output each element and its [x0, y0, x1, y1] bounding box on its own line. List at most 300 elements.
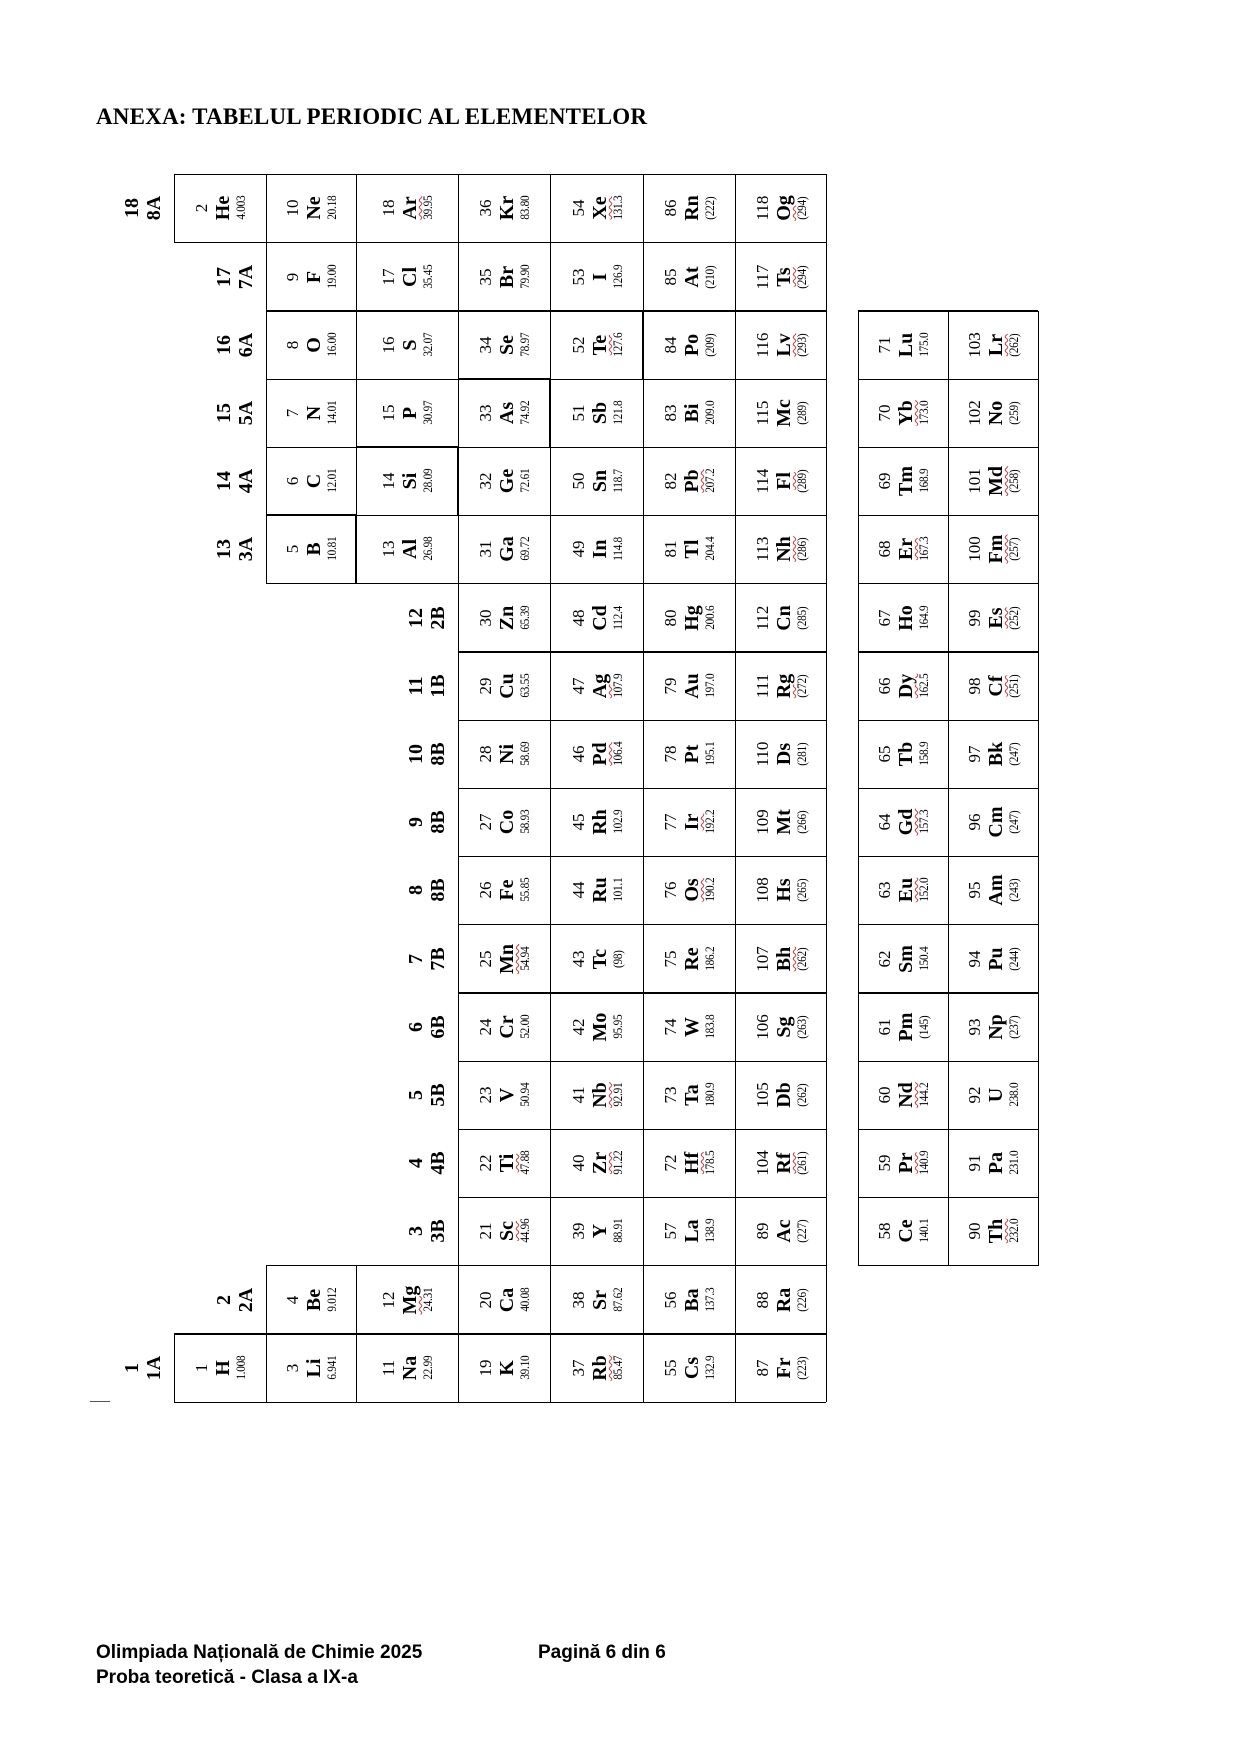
atomic-number: 106 [752, 1014, 772, 1040]
element-cell [858, 993, 948, 1061]
element-symbol: Pa [984, 1152, 1007, 1175]
grid-line [948, 1197, 1038, 1198]
element-content [647, 929, 731, 989]
element-cell [643, 1129, 735, 1197]
element-content [861, 1133, 945, 1193]
grid-line [550, 856, 643, 857]
grid-line [948, 310, 1038, 311]
group-number: 5 [405, 1090, 427, 1101]
atomic-number: 19 [475, 1359, 495, 1377]
grid-line [356, 243, 357, 311]
grid-line [458, 1265, 550, 1266]
atomic-number: 49 [568, 540, 588, 558]
grid-line [858, 379, 859, 447]
element-cell [266, 1266, 356, 1334]
element-content [739, 1133, 823, 1193]
grid-line [458, 311, 459, 379]
group-label [397, 656, 457, 716]
atomic-mass: 150.4 [916, 946, 931, 971]
element-content [555, 451, 639, 511]
element-cell [948, 311, 1038, 379]
element-symbol: S [398, 339, 421, 351]
element-cell [458, 1061, 550, 1129]
atomic-mass: 12.01 [324, 469, 339, 494]
element-symbol: Te [588, 334, 611, 356]
atomic-mass: (258) [1006, 469, 1021, 493]
grid-line [735, 1129, 736, 1197]
element-symbol: Na [398, 1355, 421, 1381]
element-cell [735, 515, 826, 583]
element-cell [266, 447, 356, 515]
grid-line [550, 992, 643, 993]
grid-line [858, 1129, 859, 1197]
grid-line [266, 311, 267, 379]
atomic-mass: (265) [794, 878, 809, 903]
grid-line [735, 720, 736, 788]
grid-line [266, 1265, 356, 1266]
element-symbol: Al [398, 539, 421, 560]
element-symbol: I [588, 272, 611, 281]
atomic-number: 105 [752, 1082, 772, 1108]
atomic-mass: (210) [702, 265, 717, 289]
element-symbol: Sn [588, 470, 611, 493]
grid-line [826, 788, 827, 856]
element-content [951, 1133, 1035, 1193]
grid-line [858, 856, 859, 924]
atomic-number: 72 [660, 1154, 680, 1172]
grid-line [266, 174, 267, 242]
element-cell [643, 311, 735, 379]
element-cell [458, 379, 550, 447]
element-symbol: No [984, 400, 1007, 426]
grid-line [458, 583, 550, 584]
grid-line [948, 856, 949, 924]
element-cell [735, 584, 826, 652]
grid-line [458, 242, 550, 243]
element-cell [458, 1197, 550, 1265]
atomic-number: 5 [282, 545, 302, 554]
grid-line [1038, 993, 1039, 1061]
atomic-mass: 238.0 [1006, 1083, 1021, 1108]
atomic-mass: (261) [794, 1151, 809, 1175]
element-content [365, 247, 449, 307]
atomic-number: 42 [568, 1018, 588, 1036]
atomic-mass: 164.9 [916, 605, 931, 630]
element-content [951, 519, 1035, 579]
element-cell [735, 243, 826, 311]
grid-line [735, 1061, 826, 1062]
atomic-number: 43 [568, 950, 588, 968]
element-content [647, 1201, 731, 1261]
atomic-mass: 107.9 [610, 673, 625, 698]
atomic-number: 7 [282, 408, 302, 418]
grid-line [735, 1129, 826, 1130]
group-header [206, 243, 264, 311]
grid-line [858, 1129, 948, 1130]
margin-tick [90, 1401, 110, 1402]
element-symbol: Mn [495, 943, 518, 974]
element-content [861, 383, 945, 443]
staircase-line [458, 378, 550, 380]
grid-line [948, 652, 949, 720]
atomic-mass: 173.0 [916, 401, 931, 426]
grid-line [1038, 1061, 1039, 1129]
element-symbol: Fr [772, 1357, 795, 1379]
atomic-number: 103 [964, 332, 984, 358]
atomic-mass: 52.00 [517, 1014, 532, 1039]
atomic-mass: 72.61 [517, 469, 532, 494]
atomic-mass: (247) [1006, 810, 1021, 834]
group-letter: 4A [235, 469, 257, 494]
atomic-number: 70 [874, 404, 894, 422]
element-cell [550, 1266, 643, 1334]
atomic-mass: 180.9 [702, 1083, 717, 1108]
grid-line [826, 1197, 827, 1265]
element-cell [356, 515, 458, 583]
atomic-number: 16 [378, 336, 398, 354]
element-content [739, 1338, 823, 1398]
atomic-mass: (259) [1006, 401, 1021, 425]
element-content [269, 451, 353, 511]
atomic-mass: (222) [702, 196, 717, 221]
group-letter: 2A [235, 1287, 257, 1312]
atomic-number: 30 [475, 609, 495, 627]
atomic-number: 93 [964, 1018, 984, 1036]
grid-line [948, 311, 949, 379]
grid-line [735, 1265, 826, 1266]
atomic-mass: 63.55 [517, 673, 532, 698]
grid-line [174, 174, 266, 175]
atomic-number: 59 [874, 1154, 894, 1172]
element-symbol: Sr [588, 1289, 611, 1310]
group-label [397, 997, 457, 1057]
element-symbol: Sc [495, 1221, 518, 1242]
atomic-number: 99 [964, 609, 984, 627]
grid-line [643, 242, 735, 243]
atomic-mass: 190.2 [702, 878, 717, 903]
element-cell [550, 379, 643, 447]
atomic-number: 63 [874, 881, 894, 899]
element-cell [458, 788, 550, 856]
element-cell [643, 379, 735, 447]
element-content [739, 588, 823, 648]
atomic-number: 15 [378, 404, 398, 422]
atomic-mass: 54.94 [517, 946, 532, 971]
atomic-number: 11 [378, 1359, 398, 1377]
atomic-number: 54 [568, 199, 588, 217]
element-content [951, 1065, 1035, 1125]
atomic-number: 69 [874, 472, 894, 490]
group-number: 16 [213, 334, 235, 355]
atomic-mass: (289) [794, 469, 809, 493]
element-content [647, 724, 731, 784]
element-symbol: Er [894, 538, 917, 561]
grid-line [550, 925, 551, 993]
element-symbol: Ba [680, 1288, 703, 1312]
grid-line [550, 515, 643, 516]
atomic-number: 25 [475, 950, 495, 968]
element-content [861, 724, 945, 784]
element-cell [356, 1334, 458, 1402]
grid-line [826, 925, 827, 993]
grid-line [735, 174, 736, 242]
grid-line [550, 1061, 643, 1062]
grid-line [735, 788, 826, 789]
element-symbol: Nb [588, 1082, 611, 1108]
grid-line [643, 174, 644, 242]
atomic-mass: 106.4 [610, 742, 625, 767]
element-cell [550, 515, 643, 583]
atomic-mass: 175.0 [916, 332, 931, 357]
element-symbol: Dy [894, 673, 917, 699]
atomic-mass: (266) [794, 810, 809, 834]
grid-line [550, 174, 551, 242]
atomic-mass: 200.6 [702, 605, 717, 630]
element-content [951, 1201, 1035, 1261]
grid-line [643, 1265, 735, 1266]
element-cell [858, 652, 948, 720]
grid-line [356, 1402, 458, 1403]
element-symbol: Br [495, 265, 518, 288]
element-cell [643, 1334, 735, 1402]
grid-line [458, 1334, 459, 1402]
element-symbol: In [588, 540, 611, 559]
atomic-mass: 127.6 [610, 332, 625, 357]
group-number: 4 [405, 1158, 427, 1169]
element-symbol: Ra [772, 1287, 795, 1312]
grid-line [858, 788, 948, 789]
grid-line [643, 1061, 644, 1129]
grid-line [858, 788, 859, 856]
element-symbol: Xe [588, 196, 611, 221]
element-cell [458, 993, 550, 1061]
atomic-number: 4 [282, 1295, 302, 1304]
grid-line [458, 652, 459, 720]
atomic-number: 28 [475, 745, 495, 763]
grid-line [458, 1266, 459, 1334]
grid-line [356, 447, 357, 515]
element-symbol: Y [588, 1224, 611, 1239]
grid-line [948, 925, 949, 993]
atomic-number: 29 [475, 677, 495, 695]
element-cell [643, 993, 735, 1061]
atomic-mass: (226) [794, 1288, 809, 1312]
element-cell [266, 174, 356, 242]
grid-line [266, 1334, 267, 1402]
atomic-number: 9 [282, 272, 302, 281]
grid-line [550, 1197, 551, 1265]
grid-line [643, 992, 735, 993]
atomic-number: 22 [475, 1154, 495, 1172]
element-symbol: Ti [495, 1154, 518, 1173]
group-header [206, 379, 264, 447]
group-header [206, 447, 264, 515]
group-letter: 8B [427, 810, 449, 834]
atomic-mass: (285) [794, 606, 809, 630]
element-content [739, 178, 823, 238]
atomic-mass: 10.81 [324, 537, 339, 562]
grid-line [266, 447, 356, 448]
grid-line [858, 515, 859, 583]
atomic-number: 48 [568, 609, 588, 627]
element-cell [174, 1334, 266, 1402]
grid-line [735, 720, 826, 721]
atomic-mass: 92.91 [610, 1083, 625, 1108]
grid-line [858, 447, 948, 448]
atomic-number: 56 [660, 1291, 680, 1309]
element-symbol: Bi [680, 403, 703, 423]
atomic-number: 27 [475, 813, 495, 831]
grid-line [826, 993, 827, 1061]
element-content [861, 860, 945, 920]
atomic-mass: (294) [794, 196, 809, 221]
atomic-mass: (243) [1006, 878, 1021, 903]
grid-line [735, 925, 736, 993]
atomic-number: 101 [964, 468, 984, 495]
atomic-mass: 78.97 [517, 332, 532, 357]
element-content [462, 1201, 546, 1261]
element-content [861, 588, 945, 648]
grid-line [458, 584, 459, 652]
grid-line [948, 1129, 1038, 1130]
atomic-number: 114 [752, 468, 772, 494]
element-symbol: Re [680, 947, 703, 971]
element-cell [458, 1129, 550, 1197]
grid-line [858, 720, 948, 721]
grid-line [948, 379, 949, 447]
element-symbol: Cs [680, 1356, 703, 1380]
atomic-mass: (289) [794, 401, 809, 425]
atomic-number: 61 [874, 1018, 894, 1036]
element-symbol: Ar [398, 196, 421, 221]
grid-line [735, 651, 826, 652]
element-content [739, 724, 823, 784]
grid-line [826, 243, 827, 311]
element-cell [858, 1061, 948, 1129]
element-cell [643, 1061, 735, 1129]
grid-line [735, 1334, 736, 1402]
element-symbol: Be [302, 1288, 325, 1311]
element-content [647, 860, 731, 920]
grid-line [550, 243, 551, 311]
atomic-number: 109 [752, 809, 772, 836]
atomic-number: 38 [568, 1291, 588, 1309]
grid-line [1038, 1197, 1039, 1265]
element-content [365, 315, 449, 375]
group-label [205, 315, 265, 375]
grid-line [1038, 652, 1039, 720]
group-number: 17 [213, 266, 235, 287]
atomic-mass: (257) [1006, 537, 1021, 562]
grid-line [458, 174, 550, 175]
grid-line [826, 1266, 827, 1334]
element-cell [550, 174, 643, 242]
grid-line [948, 993, 949, 1061]
atomic-mass: (252) [1006, 606, 1021, 630]
grid-line [550, 174, 643, 175]
grid-line [550, 1402, 643, 1403]
element-content [951, 860, 1035, 920]
element-content [555, 929, 639, 989]
atomic-mass: 152.0 [916, 878, 931, 903]
atomic-number: 53 [568, 268, 588, 286]
group-label [205, 383, 265, 443]
element-cell [735, 1061, 826, 1129]
atomic-mass: 74.92 [517, 401, 532, 426]
element-symbol: Pr [894, 1152, 917, 1174]
element-cell [550, 1197, 643, 1265]
grid-line [858, 584, 859, 652]
atomic-number: 45 [568, 813, 588, 831]
grid-line [550, 311, 551, 379]
atomic-number: 24 [475, 1018, 495, 1036]
grid-line [948, 788, 949, 856]
element-cell [550, 652, 643, 720]
element-symbol: Cu [495, 673, 518, 699]
element-symbol: Ir [680, 813, 703, 831]
grid-line [735, 788, 736, 856]
group-number: 6 [405, 1021, 427, 1032]
grid-line [735, 515, 826, 516]
grid-line [266, 1266, 267, 1334]
staircase-line [549, 379, 551, 447]
element-content [462, 247, 546, 307]
element-symbol: Bk [984, 741, 1007, 767]
grid-line [550, 924, 643, 925]
atomic-number: 12 [378, 1291, 398, 1309]
staircase-line [356, 446, 458, 448]
atomic-mass: 132.9 [702, 1355, 717, 1380]
atomic-mass: 144.2 [916, 1083, 931, 1108]
grid-line [458, 515, 459, 583]
element-content [462, 792, 546, 852]
group-label [397, 1201, 457, 1261]
atomic-mass: 121.8 [610, 401, 625, 426]
atomic-number: 55 [660, 1359, 680, 1377]
atomic-number: 60 [874, 1086, 894, 1104]
group-number: 14 [213, 471, 235, 492]
atomic-mass: 1.008 [233, 1355, 248, 1380]
group-letter: 8B [427, 878, 449, 903]
grid-line [1038, 379, 1039, 447]
element-symbol: Mg [398, 1285, 421, 1315]
element-content [951, 929, 1035, 989]
group-letter: 3A [235, 537, 257, 562]
element-content [647, 1133, 731, 1193]
element-symbol: La [680, 1219, 703, 1244]
atomic-mass: 232.0 [1006, 1219, 1021, 1244]
atomic-number: 47 [568, 677, 588, 695]
element-symbol: Hg [680, 604, 703, 631]
atomic-mass: 69.72 [517, 537, 532, 562]
grid-line [458, 720, 550, 721]
element-cell [643, 925, 735, 993]
grid-line [643, 583, 735, 584]
element-cell [735, 1197, 826, 1265]
element-symbol: Ts [772, 267, 795, 287]
grid-line [948, 584, 949, 652]
element-content [555, 383, 639, 443]
grid-line [643, 924, 735, 925]
element-cell [643, 1197, 735, 1265]
atomic-number: 39 [568, 1222, 588, 1240]
grid-line [458, 788, 459, 856]
atomic-number: 102 [964, 400, 984, 426]
grid-line [356, 174, 458, 175]
grid-line [858, 652, 859, 720]
element-cell [550, 447, 643, 515]
element-cell [948, 652, 1038, 720]
